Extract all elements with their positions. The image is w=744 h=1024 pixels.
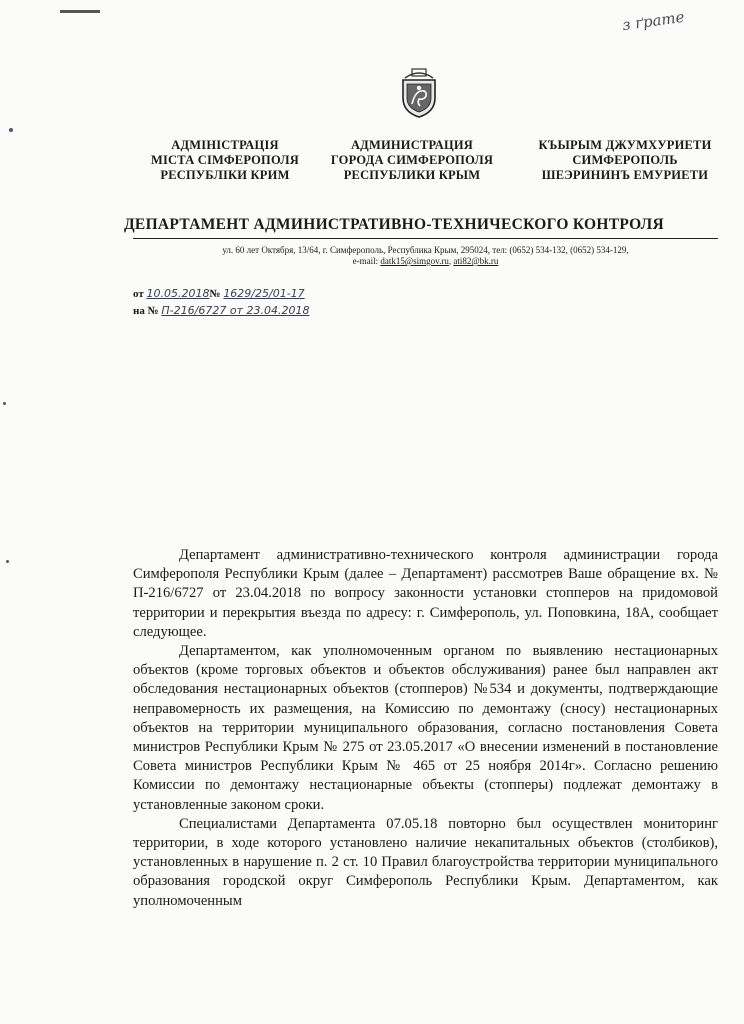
department-title: ДЕПАРТАМЕНТ АДМИНИСТРАТИВНО-ТЕХНИЧЕСКОГО КОНТРОЛЯ [123,216,665,233]
email-link-ati[interactable]: ati82@bk.ru [453,256,499,266]
email-link-datk[interactable]: datk15@simgov.ru [380,256,449,266]
header-russian [322,138,502,183]
header-divider [133,238,718,239]
email-label: e-mail: [352,256,381,266]
coat-of-arms-icon [397,66,441,118]
header-line: КЪЫРЫМ ДЖУМХУРИЕТИ [538,138,712,152]
address-block [133,245,718,267]
address-line: ул. 60 лет Октября, 13/64, г. Симферополь, Республика Крым, 295024, тел: (0652) 534-132, (0652) 534-129, [222,245,629,255]
reply-to-label: на № [133,305,159,317]
scan-mark [9,128,13,132]
scan-mark-top [60,10,100,13]
handwritten-note: з ґрате [621,7,686,35]
from-label: от [133,288,144,300]
paragraph: Департамент административно-технического контроля администрации города Симферополя Республики Крым (далее – Департамент) рассмотрев Ваше обращение вх. № П-216/6727 от 23.04.2018 по вопросу законности установки стопперов на придомовой территории и перекрытия въезда по адресу: г. Симферополь, ул. Поповкина, 18А, сообщает следующее. [133,547,718,640]
outgoing-number: 1629/25/01-17 [223,287,305,300]
from-date: 10.05.2018 [146,287,210,300]
header-line: РЕСПУБЛИКИ КРЫМ [343,168,481,182]
paragraph: Департаментом, как уполномоченным органом по выявлению нестационарных объектов (кроме торговых объектов и объектов обслуживания) ранее был направлен акт обследования нестационарных объектов (стопперов) №534 и документы, подтверждающие неправомерность их размещения, на Комиссию по демонтажу (сносу) нестационарных объектов на территории муниципального образования, согласно постановления Совета министров Республики Крым № 275 от 23.05.2017 «О внесении изменений в постановление Совета министров Республики Крым № 465 от 25 ноября 2014г». Согласно решению Комиссии по демонтажу нестационарные объекты (стопперы) подлежат демонтажу в установленные законом сроки. [133,643,718,813]
paragraph: Специалистами Департамента 07.05.18 повторно был осуществлен мониторинг территории, в ходе которого установлено наличие некапитальных объектов (столбиков), установленных в нарушение п. 2 ст. 10 Правил благоустройства территории муниципального образования городской округ Симферополь Республики Крым. Департаментом, как уполномоченным [133,815,718,909]
outgoing-ref [133,287,305,300]
scan-mark [6,560,9,563]
letter-body [133,546,718,911]
email-separator: , [448,256,454,266]
number-label: № [209,288,221,300]
incoming-number: П-216/6727 от 23.04.2018 [161,304,310,317]
header-line: МІСТА СІМФЕРОПОЛЯ [150,153,299,167]
header-crimean-tatar [530,138,720,183]
header-line: РЕСПУБЛІКИ КРИМ [160,168,290,182]
header-line: АДМІНІСТРАЦІЯ [171,138,279,152]
header-line: СИМФЕРОПОЛЬ [572,153,678,167]
header-line: ГОРОДА СИМФЕРОПОЛЯ [330,153,494,167]
header-line: ШЕЭРИНИНЪ ЕМУРИЕТИ [541,168,709,182]
header-line: АДМИНИСТРАЦИЯ [350,138,474,152]
scan-mark [3,402,6,405]
email-line [133,256,718,267]
incoming-ref [133,304,309,317]
department-title-row [0,216,744,234]
header-ukrainian [140,138,310,183]
